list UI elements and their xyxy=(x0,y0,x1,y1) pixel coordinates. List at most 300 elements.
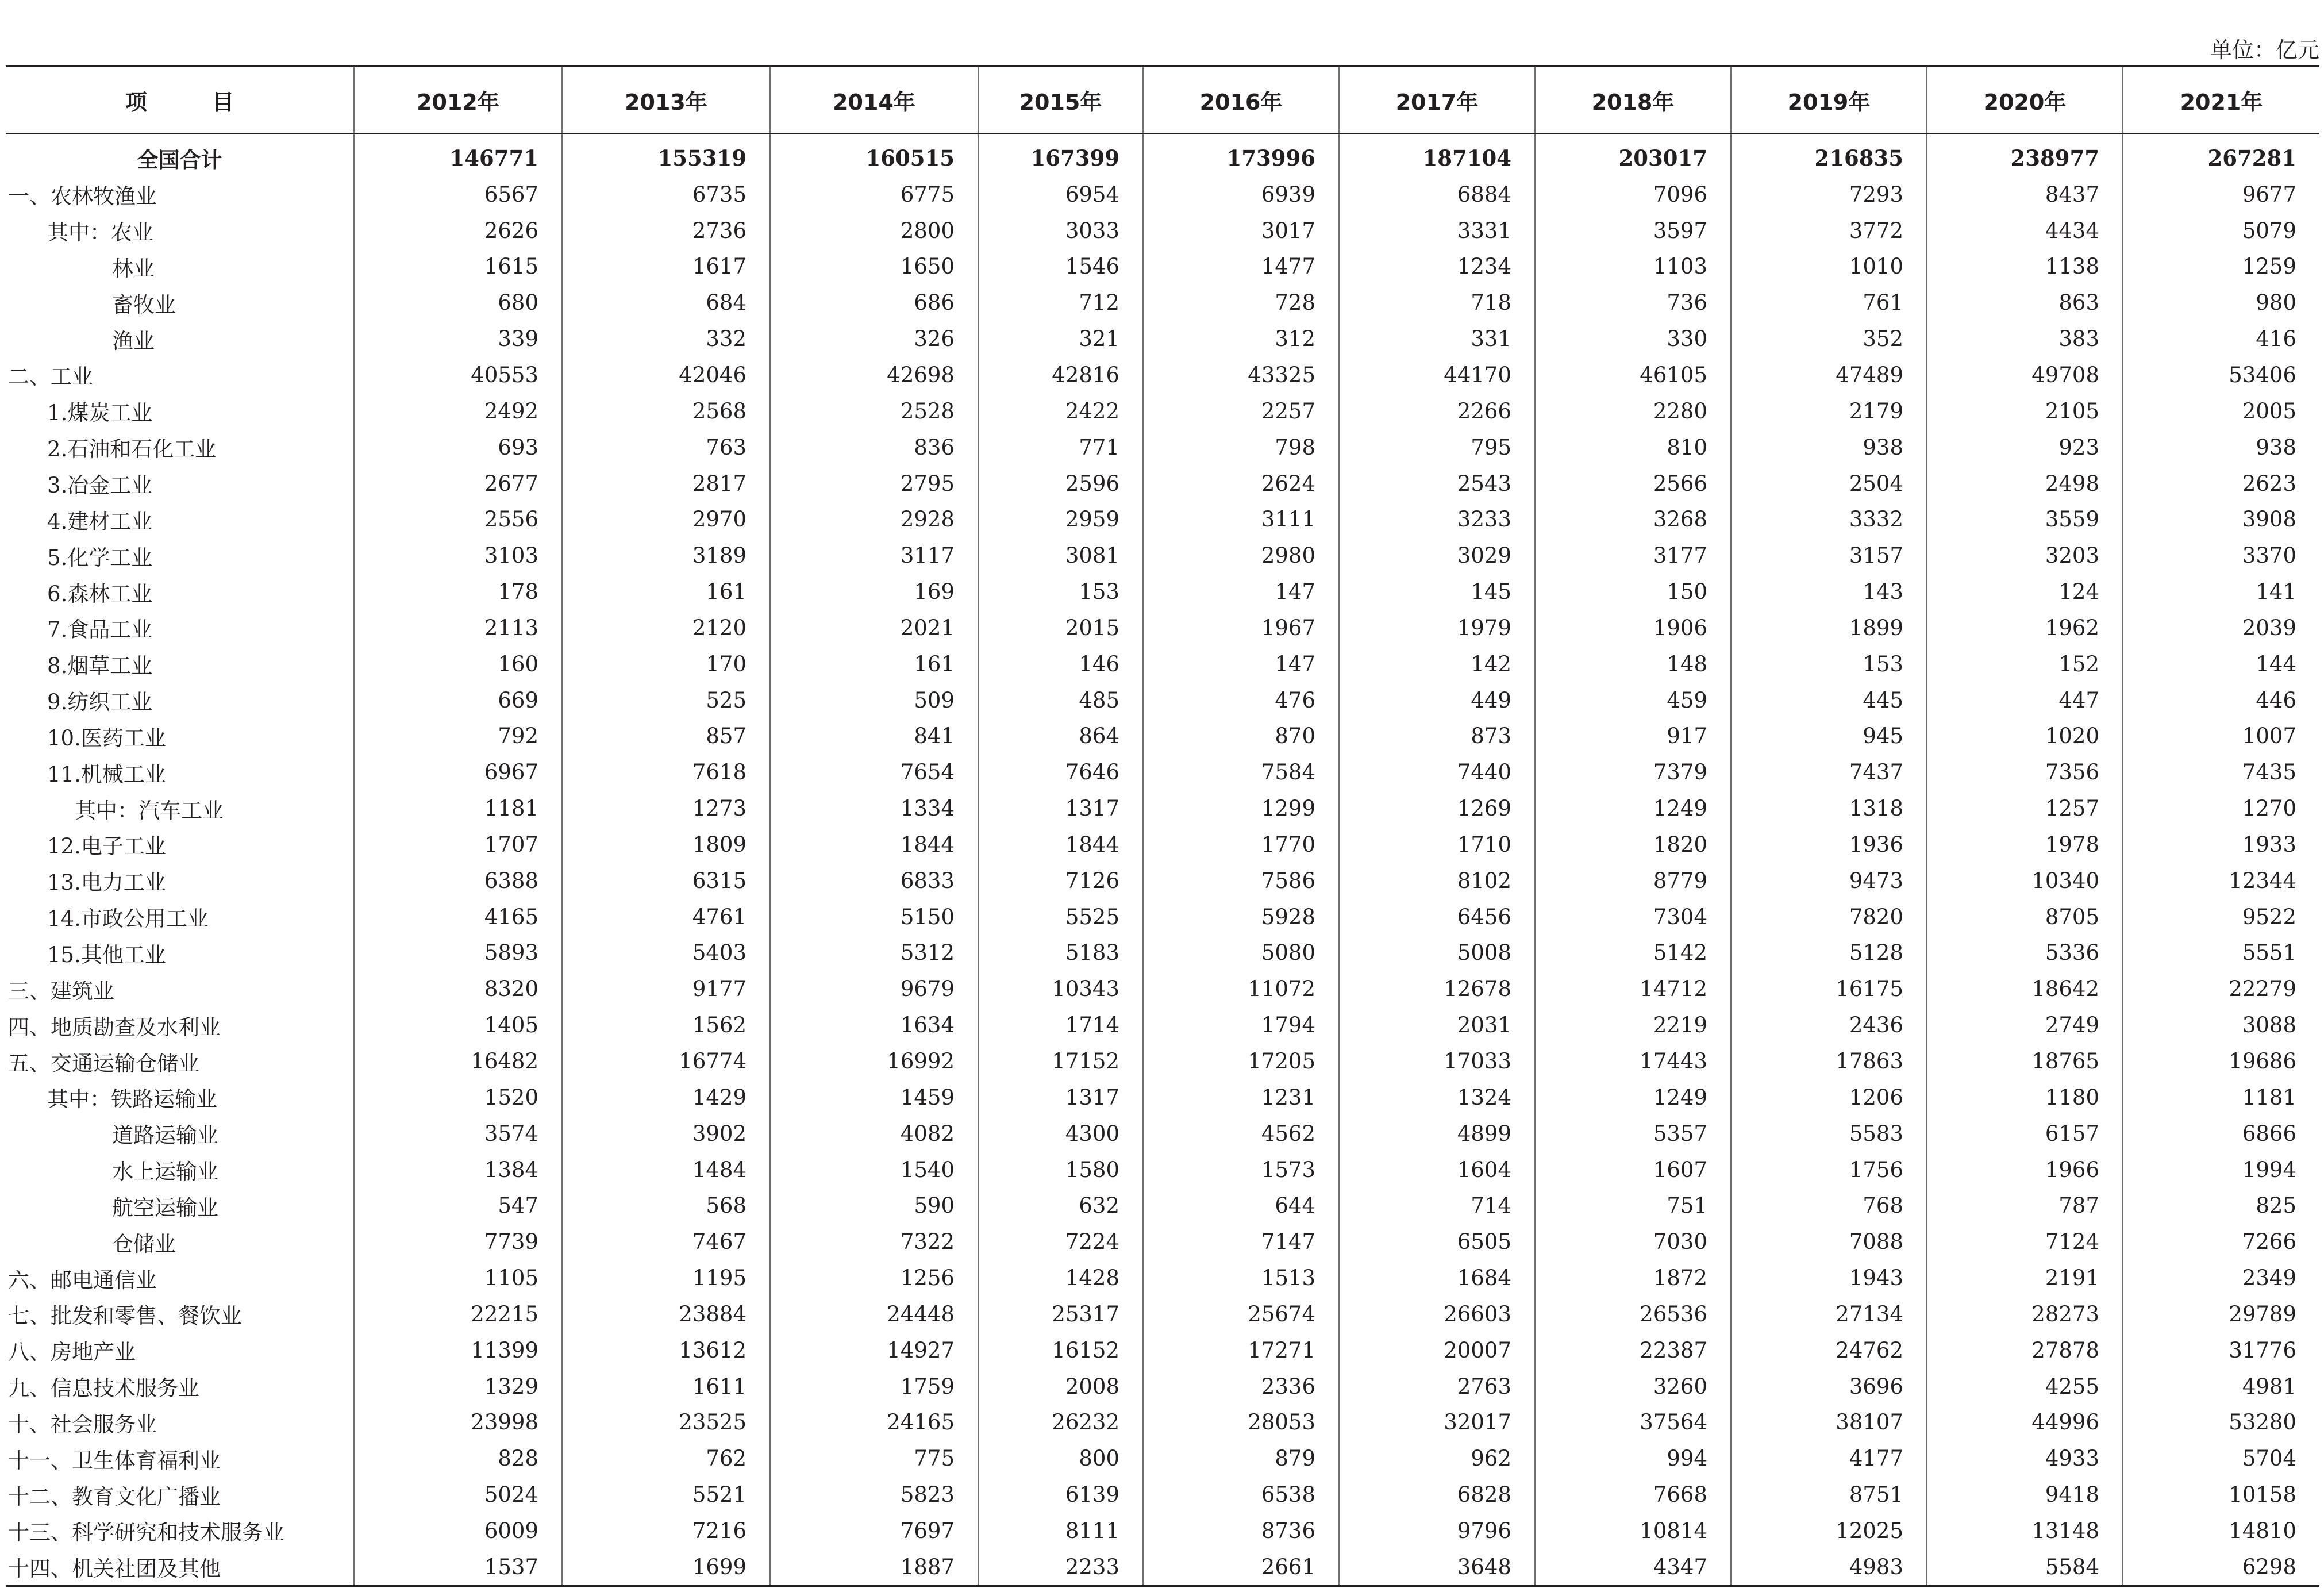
value-cell: 6456 xyxy=(1339,899,1535,935)
value-cell: 1546 xyxy=(978,249,1143,285)
value-cell: 547 xyxy=(354,1187,562,1224)
value-cell: 1699 xyxy=(562,1549,770,1586)
value-cell: 3203 xyxy=(1927,537,2123,574)
value-cell: 5704 xyxy=(2242,1446,2296,1471)
value-cell: 2266 xyxy=(1339,393,1535,429)
table-row xyxy=(6,1440,2319,1477)
value-cell: 525 xyxy=(562,682,770,718)
value-cell: 46105 xyxy=(1535,357,1731,393)
row-label: 13.电力工业 xyxy=(6,863,354,899)
table-row xyxy=(6,134,2319,176)
row-label: 3.冶金工业 xyxy=(6,466,354,502)
value-cell: 2763 xyxy=(1339,1368,1535,1405)
value-cell: 3029 xyxy=(1339,537,1535,574)
value-cell: 5928 xyxy=(1143,899,1339,935)
value-cell: 771 xyxy=(978,429,1143,466)
value-cell: 1181 xyxy=(2242,1085,2296,1110)
value-cell: 1573 xyxy=(1143,1152,1339,1188)
value-cell: 3233 xyxy=(1339,501,1535,537)
column-header-year: 2018年 xyxy=(1535,66,1731,134)
value-cell: 161 xyxy=(770,646,978,682)
value-cell: 1580 xyxy=(978,1152,1143,1188)
value-cell: 5128 xyxy=(1731,935,1927,971)
value-cell: 16482 xyxy=(354,1043,562,1079)
value-cell: 6833 xyxy=(770,863,978,899)
value-cell: 800 xyxy=(978,1440,1143,1477)
value-cell: 178 xyxy=(354,574,562,610)
value-cell: 7467 xyxy=(562,1224,770,1260)
value-cell: 49708 xyxy=(1927,357,2123,393)
value-cell: 841 xyxy=(770,718,978,755)
value-cell: 2749 xyxy=(1927,1007,2123,1043)
table-row xyxy=(6,574,2319,610)
value-cell: 339 xyxy=(354,321,562,357)
value-cell: 1684 xyxy=(1339,1260,1535,1296)
value-cell: 2233 xyxy=(978,1549,1143,1586)
value-cell: 331 xyxy=(1339,321,1535,357)
value-cell: 238977 xyxy=(1927,134,2123,176)
value-cell: 11072 xyxy=(1143,971,1339,1007)
value-cell: 1962 xyxy=(1927,610,2123,646)
value-cell: 5893 xyxy=(354,935,562,971)
value-cell: 6828 xyxy=(1339,1477,1535,1513)
table-row xyxy=(6,1079,2319,1116)
value-cell: 8751 xyxy=(1731,1477,1927,1513)
value-cell: 27134 xyxy=(1731,1296,1927,1332)
column-header-year: 2014年 xyxy=(770,66,978,134)
value-cell: 1206 xyxy=(1731,1079,1927,1116)
row-label: 六、邮电通信业 xyxy=(6,1260,354,1296)
value-cell: 787 xyxy=(1927,1187,2123,1224)
value-cell: 873 xyxy=(1339,718,1535,755)
value-cell: 6866 xyxy=(2242,1121,2296,1146)
value-cell: 1384 xyxy=(354,1152,562,1188)
row-label: 8.烟草工业 xyxy=(6,646,354,682)
value-cell: 775 xyxy=(770,1440,978,1477)
value-cell: 792 xyxy=(354,718,562,755)
value-cell: 25674 xyxy=(1143,1296,1339,1332)
value-cell: 6884 xyxy=(1339,176,1535,213)
data-table xyxy=(6,65,2319,1587)
column-header-year: 2017年 xyxy=(1339,66,1535,134)
value-cell: 17205 xyxy=(1143,1043,1339,1079)
value-cell: 3177 xyxy=(1535,537,1731,574)
value-cell: 2596 xyxy=(978,466,1143,502)
value-cell: 6538 xyxy=(1143,1477,1339,1513)
table-row xyxy=(6,1513,2319,1549)
column-header-year: 2021年 xyxy=(2123,66,2319,134)
value-cell: 161 xyxy=(562,574,770,610)
value-cell: 8779 xyxy=(1535,863,1731,899)
value-cell: 10343 xyxy=(978,971,1143,1007)
value-cell: 3117 xyxy=(770,537,978,574)
column-header-year: 2013年 xyxy=(562,66,770,134)
value-cell: 2661 xyxy=(1143,1549,1339,1586)
table-row xyxy=(6,899,2319,935)
value-cell: 5336 xyxy=(1927,935,2123,971)
value-cell: 3597 xyxy=(1535,213,1731,249)
value-cell: 53406 xyxy=(2229,362,2296,387)
value-cell: 644 xyxy=(1143,1187,1339,1224)
value-cell: 1615 xyxy=(354,249,562,285)
value-cell: 3268 xyxy=(1535,501,1731,537)
value-cell: 32017 xyxy=(1339,1405,1535,1441)
value-cell: 152 xyxy=(1927,646,2123,682)
value-cell: 3189 xyxy=(562,537,770,574)
value-cell: 864 xyxy=(978,718,1143,755)
value-cell: 1933 xyxy=(2242,832,2296,857)
value-cell: 6505 xyxy=(1339,1224,1535,1260)
table-row xyxy=(6,501,2319,537)
value-cell: 6567 xyxy=(354,176,562,213)
value-cell: 2005 xyxy=(2242,398,2296,424)
row-label: 水上运输业 xyxy=(6,1152,354,1188)
column-header-year: 2020年 xyxy=(1927,66,2123,134)
table-row xyxy=(6,1116,2319,1152)
value-cell: 1794 xyxy=(1143,1007,1339,1043)
value-cell: 7147 xyxy=(1143,1224,1339,1260)
value-cell: 1270 xyxy=(2242,796,2296,821)
row-label: 一、农林牧渔业 xyxy=(6,176,354,213)
column-header-year: 2015年 xyxy=(978,66,1143,134)
value-cell: 810 xyxy=(1535,429,1731,466)
row-label: 其中：汽车工业 xyxy=(6,790,354,826)
value-cell: 12678 xyxy=(1339,971,1535,1007)
value-cell: 9473 xyxy=(1731,863,1927,899)
value-cell: 2008 xyxy=(978,1368,1143,1405)
value-cell: 6157 xyxy=(1927,1116,2123,1152)
value-cell: 3559 xyxy=(1927,501,2123,537)
row-label: 其中：铁路运输业 xyxy=(6,1079,354,1116)
value-cell: 2800 xyxy=(770,213,978,249)
header-row xyxy=(6,66,2319,134)
table-row xyxy=(6,1405,2319,1441)
value-cell: 7379 xyxy=(1535,754,1731,790)
value-cell: 150 xyxy=(1535,574,1731,610)
value-cell: 216835 xyxy=(1731,134,1927,176)
value-cell: 693 xyxy=(354,429,562,466)
value-cell: 7096 xyxy=(1535,176,1731,213)
value-cell: 4177 xyxy=(1731,1440,1927,1477)
value-cell: 5079 xyxy=(2242,218,2296,243)
value-cell: 3902 xyxy=(562,1116,770,1152)
value-cell: 1477 xyxy=(1143,249,1339,285)
value-cell: 9796 xyxy=(1339,1513,1535,1549)
value-cell: 3157 xyxy=(1731,537,1927,574)
value-cell: 7654 xyxy=(770,754,978,790)
value-cell: 167399 xyxy=(978,134,1143,176)
value-cell: 23884 xyxy=(562,1296,770,1332)
value-cell: 26536 xyxy=(1535,1296,1731,1332)
row-label: 仓储业 xyxy=(6,1224,354,1260)
value-cell: 28053 xyxy=(1143,1405,1339,1441)
row-label: 其中：农业 xyxy=(6,213,354,249)
value-cell: 155319 xyxy=(562,134,770,176)
value-cell: 2959 xyxy=(978,501,1143,537)
value-cell: 3331 xyxy=(1339,213,1535,249)
value-cell: 1405 xyxy=(354,1007,562,1043)
value-cell: 9522 xyxy=(2242,904,2296,929)
row-label: 12.电子工业 xyxy=(6,826,354,863)
value-cell: 1249 xyxy=(1535,1079,1731,1116)
value-cell: 684 xyxy=(562,284,770,321)
value-cell: 1707 xyxy=(354,826,562,863)
value-cell: 160515 xyxy=(770,134,978,176)
value-cell: 2498 xyxy=(1927,466,2123,502)
value-cell: 17033 xyxy=(1339,1043,1535,1079)
value-cell: 798 xyxy=(1143,429,1339,466)
value-cell: 669 xyxy=(354,682,562,718)
value-cell: 13612 xyxy=(562,1332,770,1368)
value-cell: 7304 xyxy=(1535,899,1731,935)
value-cell: 1329 xyxy=(354,1368,562,1405)
value-cell: 321 xyxy=(978,321,1143,357)
value-cell: 3081 xyxy=(978,537,1143,574)
value-cell: 449 xyxy=(1339,682,1535,718)
value-cell: 1513 xyxy=(1143,1260,1339,1296)
value-cell: 9679 xyxy=(770,971,978,1007)
table-row xyxy=(6,1477,2319,1513)
value-cell: 962 xyxy=(1339,1440,1535,1477)
value-cell: 4434 xyxy=(1927,213,2123,249)
row-label: 7.食品工业 xyxy=(6,610,354,646)
value-cell: 8736 xyxy=(1143,1513,1339,1549)
value-cell: 5183 xyxy=(978,935,1143,971)
value-cell: 144 xyxy=(2256,651,2296,676)
row-label: 全国合计 xyxy=(6,134,354,176)
value-cell: 1607 xyxy=(1535,1152,1731,1188)
value-cell: 9418 xyxy=(1927,1477,2123,1513)
value-cell: 147 xyxy=(1143,574,1339,610)
value-cell: 5583 xyxy=(1731,1116,1927,1152)
value-cell: 828 xyxy=(354,1440,562,1477)
value-cell: 1604 xyxy=(1339,1152,1535,1188)
value-cell: 2677 xyxy=(354,466,562,502)
value-cell: 1756 xyxy=(1731,1152,1927,1188)
value-cell: 2191 xyxy=(1927,1260,2123,1296)
value-cell: 22387 xyxy=(1535,1332,1731,1368)
value-cell: 445 xyxy=(1731,682,1927,718)
value-cell: 312 xyxy=(1143,321,1339,357)
value-cell: 6735 xyxy=(562,176,770,213)
value-cell: 3017 xyxy=(1143,213,1339,249)
row-label: 十三、科学研究和技术服务业 xyxy=(6,1513,354,1549)
value-cell: 3648 xyxy=(1339,1549,1535,1586)
value-cell: 146771 xyxy=(354,134,562,176)
table-row xyxy=(6,971,2319,1007)
value-cell: 2980 xyxy=(1143,537,1339,574)
row-label: 畜牧业 xyxy=(6,284,354,321)
value-cell: 146 xyxy=(978,646,1143,682)
row-label: 七、批发和零售、餐饮业 xyxy=(6,1296,354,1332)
value-cell: 1138 xyxy=(1927,249,2123,285)
value-cell: 1234 xyxy=(1339,249,1535,285)
value-cell: 485 xyxy=(978,682,1143,718)
value-cell: 1906 xyxy=(1535,610,1731,646)
value-cell: 1537 xyxy=(354,1549,562,1586)
value-cell: 8102 xyxy=(1339,863,1535,899)
value-cell: 2422 xyxy=(978,393,1143,429)
value-cell: 4983 xyxy=(1731,1549,1927,1586)
value-cell: 29789 xyxy=(2229,1301,2296,1326)
value-cell: 7216 xyxy=(562,1513,770,1549)
table-row xyxy=(6,249,2319,285)
value-cell: 141 xyxy=(2256,579,2296,605)
value-cell: 7124 xyxy=(1927,1224,2123,1260)
value-cell: 447 xyxy=(1927,682,2123,718)
value-cell: 2015 xyxy=(978,610,1143,646)
value-cell: 7618 xyxy=(562,754,770,790)
value-cell: 7586 xyxy=(1143,863,1339,899)
value-cell: 1650 xyxy=(770,249,978,285)
table-row xyxy=(6,754,2319,790)
value-cell: 1979 xyxy=(1339,610,1535,646)
value-cell: 795 xyxy=(1339,429,1535,466)
value-cell: 24165 xyxy=(770,1405,978,1441)
value-cell: 568 xyxy=(562,1187,770,1224)
value-cell: 728 xyxy=(1143,284,1339,321)
value-cell: 13148 xyxy=(1927,1513,2123,1549)
value-cell: 2528 xyxy=(770,393,978,429)
value-cell: 6775 xyxy=(770,176,978,213)
value-cell: 2736 xyxy=(562,213,770,249)
value-cell: 1978 xyxy=(1927,826,2123,863)
value-cell: 923 xyxy=(1927,429,2123,466)
value-cell: 2436 xyxy=(1731,1007,1927,1043)
value-cell: 1334 xyxy=(770,790,978,826)
value-cell: 187104 xyxy=(1339,134,1535,176)
value-cell: 173996 xyxy=(1143,134,1339,176)
value-cell: 8437 xyxy=(1927,176,2123,213)
value-cell: 5525 xyxy=(978,899,1143,935)
value-cell: 2039 xyxy=(2242,615,2296,640)
value-cell: 1105 xyxy=(354,1260,562,1296)
value-cell: 712 xyxy=(978,284,1143,321)
value-cell: 1844 xyxy=(978,826,1143,863)
value-cell: 23998 xyxy=(354,1405,562,1441)
value-cell: 2928 xyxy=(770,501,978,537)
value-cell: 11399 xyxy=(354,1332,562,1368)
row-label: 十二、教育文化广播业 xyxy=(6,1477,354,1513)
unit-label: 单位：亿元 xyxy=(2210,37,2319,63)
value-cell: 7088 xyxy=(1731,1224,1927,1260)
value-cell: 10340 xyxy=(1927,863,2123,899)
value-cell: 2336 xyxy=(1143,1368,1339,1405)
row-label: 11.机械工业 xyxy=(6,754,354,790)
value-cell: 762 xyxy=(562,1440,770,1477)
value-cell: 42698 xyxy=(770,357,978,393)
value-cell: 632 xyxy=(978,1187,1143,1224)
value-cell: 1520 xyxy=(354,1079,562,1116)
value-cell: 148 xyxy=(1535,646,1731,682)
row-label: 渔业 xyxy=(6,321,354,357)
value-cell: 2031 xyxy=(1339,1007,1535,1043)
value-cell: 994 xyxy=(1535,1440,1731,1477)
value-cell: 47489 xyxy=(1731,357,1927,393)
value-cell: 143 xyxy=(1731,574,1927,610)
value-cell: 1994 xyxy=(2242,1157,2296,1182)
value-cell: 1820 xyxy=(1535,826,1731,863)
value-cell: 476 xyxy=(1143,682,1339,718)
value-cell: 2623 xyxy=(2242,471,2296,496)
value-cell: 761 xyxy=(1731,284,1927,321)
value-cell: 680 xyxy=(354,284,562,321)
value-cell: 1936 xyxy=(1731,826,1927,863)
value-cell: 2113 xyxy=(354,610,562,646)
table-row xyxy=(6,537,2319,574)
row-label: 1.煤炭工业 xyxy=(6,393,354,429)
row-label: 9.纺织工业 xyxy=(6,682,354,718)
value-cell: 24762 xyxy=(1731,1332,1927,1368)
value-cell: 2257 xyxy=(1143,393,1339,429)
value-cell: 7266 xyxy=(2242,1229,2296,1255)
value-cell: 2179 xyxy=(1731,393,1927,429)
value-cell: 17152 xyxy=(978,1043,1143,1079)
row-label: 航空运输业 xyxy=(6,1187,354,1224)
value-cell: 2795 xyxy=(770,466,978,502)
row-label: 九、信息技术服务业 xyxy=(6,1368,354,1405)
value-cell: 24448 xyxy=(770,1296,978,1332)
value-cell: 17443 xyxy=(1535,1043,1731,1079)
table-row xyxy=(6,646,2319,682)
value-cell: 12344 xyxy=(2229,868,2296,893)
value-cell: 2105 xyxy=(1927,393,2123,429)
value-cell: 509 xyxy=(770,682,978,718)
value-cell: 1714 xyxy=(978,1007,1143,1043)
value-cell: 1259 xyxy=(2242,254,2296,279)
value-cell: 980 xyxy=(2256,290,2296,316)
table-row xyxy=(6,284,2319,321)
value-cell: 17271 xyxy=(1143,1332,1339,1368)
table-row xyxy=(6,466,2319,502)
value-cell: 22279 xyxy=(2229,976,2296,1002)
table-row xyxy=(6,682,2319,718)
table-row xyxy=(6,826,2319,863)
value-cell: 938 xyxy=(2256,435,2296,460)
value-cell: 40553 xyxy=(354,357,562,393)
value-cell: 1617 xyxy=(562,249,770,285)
value-cell: 43325 xyxy=(1143,357,1339,393)
value-cell: 5551 xyxy=(2242,940,2296,966)
column-header-year: 2012年 xyxy=(354,66,562,134)
value-cell: 8111 xyxy=(978,1513,1143,1549)
value-cell: 8320 xyxy=(354,971,562,1007)
value-cell: 736 xyxy=(1535,284,1731,321)
table-row xyxy=(6,321,2319,357)
value-cell: 870 xyxy=(1143,718,1339,755)
value-cell: 6009 xyxy=(354,1513,562,1549)
value-cell: 4562 xyxy=(1143,1116,1339,1152)
value-cell: 1943 xyxy=(1731,1260,1927,1296)
value-cell: 751 xyxy=(1535,1187,1731,1224)
value-cell: 768 xyxy=(1731,1187,1927,1224)
value-cell: 2556 xyxy=(354,501,562,537)
value-cell: 53280 xyxy=(2229,1410,2296,1435)
value-cell: 31776 xyxy=(2229,1337,2296,1363)
row-label: 二、工业 xyxy=(6,357,354,393)
row-label: 十四、机关社团及其他 xyxy=(6,1549,354,1586)
value-cell: 1256 xyxy=(770,1260,978,1296)
value-cell: 147 xyxy=(1143,646,1339,682)
table-row xyxy=(6,357,2319,393)
value-cell: 44170 xyxy=(1339,357,1535,393)
value-cell: 170 xyxy=(562,646,770,682)
value-cell: 1759 xyxy=(770,1368,978,1405)
value-cell: 836 xyxy=(770,429,978,466)
value-cell: 27878 xyxy=(1927,1332,2123,1368)
value-cell: 1634 xyxy=(770,1007,978,1043)
value-cell: 7697 xyxy=(770,1513,978,1549)
